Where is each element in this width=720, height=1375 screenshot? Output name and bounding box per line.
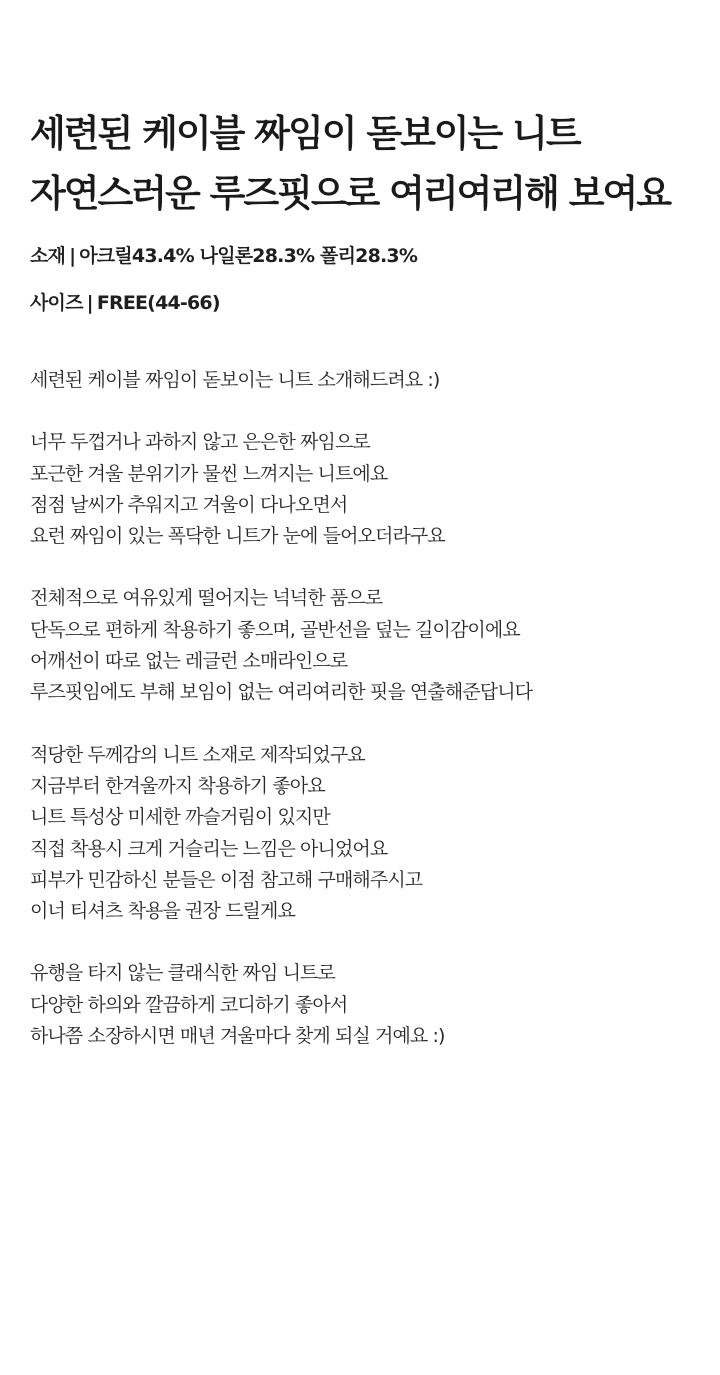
material-spec [30,242,710,270]
description-line: 이너 티셔츠 착용을 권장 드릴게요 [30,900,295,923]
description-line: 피부가 민감하신 분들은 이점 참고해 구매해주시고 [30,868,423,891]
product-detail-page [30,0,710,1083]
product-description [30,365,710,1052]
size-value: FREE(44-66) [96,292,220,314]
description-line: 루즈핏임에도 부해 보임이 없는 여리여리한 핏을 연출해준답니다 [30,681,533,704]
description-paragraph-4 [30,958,710,1052]
spec-separator: | [69,245,76,267]
description-line: 포근한 겨울 분위기가 물씬 느껴지는 니트에요 [30,462,388,485]
headline-line-2: 자연스러운 루즈핏으로 여리여리해 보여요 [30,172,670,215]
size-spec [30,289,710,317]
headline-line-1: 세련된 케이블 짜임이 돋보이는 니트 [30,112,580,155]
description-line: 유행을 타지 않는 클래식한 짜임 니트로 [30,962,335,985]
description-line: 단독으로 편하게 착용하기 좋으며, 골반선을 덮는 길이감이에요 [30,618,520,641]
description-line: 세련된 케이블 짜임이 돋보이는 니트 소개해드려요 :) [30,369,440,391]
description-intro [30,365,710,396]
description-paragraph-3 [30,740,710,928]
description-line: 요런 짜임이 있는 폭닥한 니트가 눈에 들어오더라구요 [30,525,445,548]
description-line: 어깨선이 따로 없는 레글런 소매라인으로 [30,650,348,673]
product-specs [30,242,710,317]
material-label: 소재 [30,245,66,267]
description-line: 전체적으로 여유있게 떨어지는 넉넉한 품으로 [30,587,383,610]
description-line: 적당한 두께감의 니트 소재로 제작되었구요 [30,743,365,766]
material-value: 아크릴43.4% 나일론28.3% 폴리28.3% [79,245,418,267]
description-line: 너무 두껍거나 과하지 않고 은은한 짜임으로 [30,431,370,454]
description-paragraph-1 [30,427,710,552]
size-label: 사이즈 [30,292,83,314]
description-line: 지금부터 한겨울까지 착용하기 좋아요 [30,774,325,797]
description-line: 다양한 하의와 깔끔하게 코디하기 좋아서 [30,993,348,1016]
description-line: 점점 날씨가 추워지고 겨울이 다나오면서 [30,493,348,516]
spec-separator: | [86,292,93,314]
description-paragraph-2 [30,583,710,708]
description-line: 직접 착용시 크게 거슬리는 느낌은 아니었어요 [30,837,388,860]
product-headline [30,0,710,224]
description-line: 하나쯤 소장하시면 매년 겨울마다 찾게 되실 거예요 :) [30,1025,445,1048]
description-line: 니트 특성상 미세한 까슬거림이 있지만 [30,806,330,829]
